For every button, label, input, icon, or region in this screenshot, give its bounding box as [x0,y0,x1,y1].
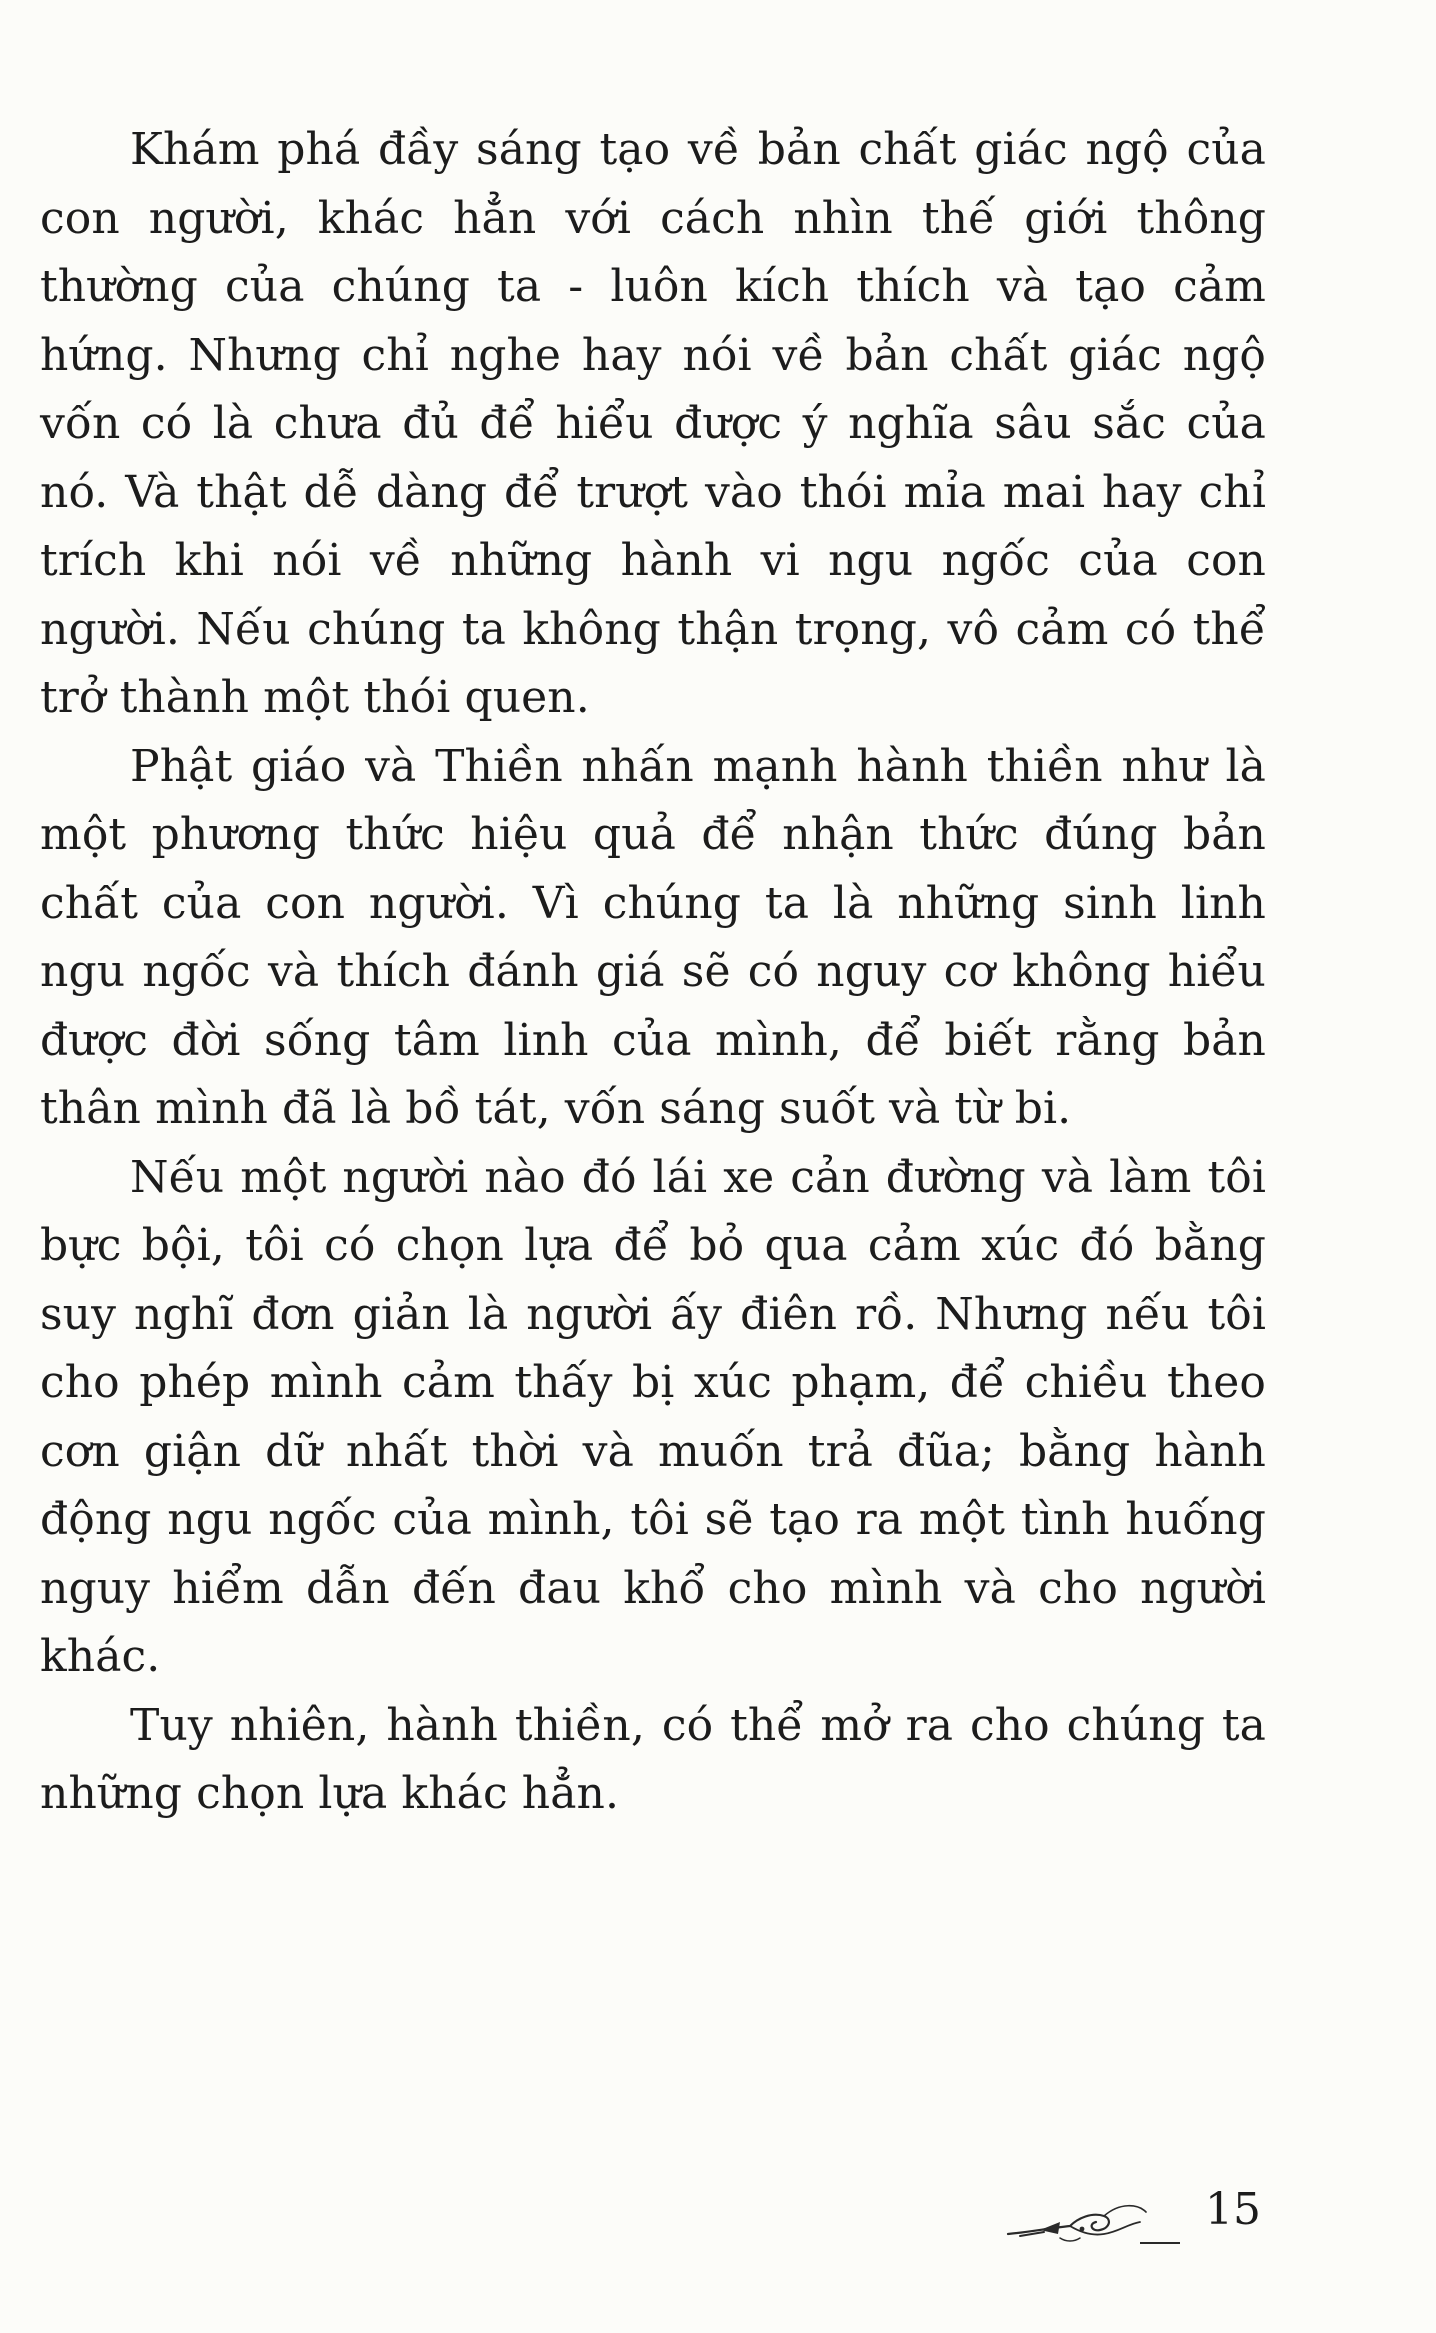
paragraph-1: Khám phá đầy sáng tạo về bản chất giác ngộ của con người, khác hẳn với cách nhìn thế giới thông thường của chúng ta - luôn kích thích và tạo cảm hứng. Nhưng chỉ nghe hay nói về bản chất giác ngộ vốn có là chưa đủ để hiểu được ý nghĩa sâu sắc của nó. Và thật dễ dàng để trượt vào thói mỉa mai hay chỉ trích khi nói về những hành vi ngu ngốc của con người. Nếu chúng ta không thận trọng, vô cảm có thể trở thành một thói quen. [40,124,1266,723]
paragraph-4: Tuy nhiên, hành thiền, có thể mở ra cho chúng ta những chọn lựa khác hẳn. [40,1699,1266,1819]
paragraph-2: Phật giáo và Thiền nhấn mạnh hành thiền như là một phương thức hiệu quả để nhận thức đúng bản chất của con người. Vì chúng ta là những sinh linh ngu ngốc và thích đánh giá sẽ có nguy cơ không hiểu được đời sống tâm linh của mình, để biết rằng bản thân mình đã là bồ tát, vốn sáng suốt và từ bi. [40,740,1266,1134]
footer-rule [1140,2242,1180,2244]
page-footer [1000,2172,1320,2262]
paragraph-3: Nếu một người nào đó lái xe cản đường và làm tôi bực bội, tôi có chọn lựa để bỏ qua cảm xúc đó bằng suy nghĩ đơn giản là người ấy điên rồ. Nhưng nếu tôi cho phép mình cảm thấy bị xúc phạm, để chiều theo cơn giận dữ nhất thời và muốn trả đũa; bằng hành động ngu ngốc của mình, tôi sẽ tạo ra một tình huống nguy hiểm dẫn đến đau khổ cho mình và cho người khác. [40,1151,1266,1682]
body-text [40,116,1266,1829]
page-number: 15 [1205,2184,1261,2235]
